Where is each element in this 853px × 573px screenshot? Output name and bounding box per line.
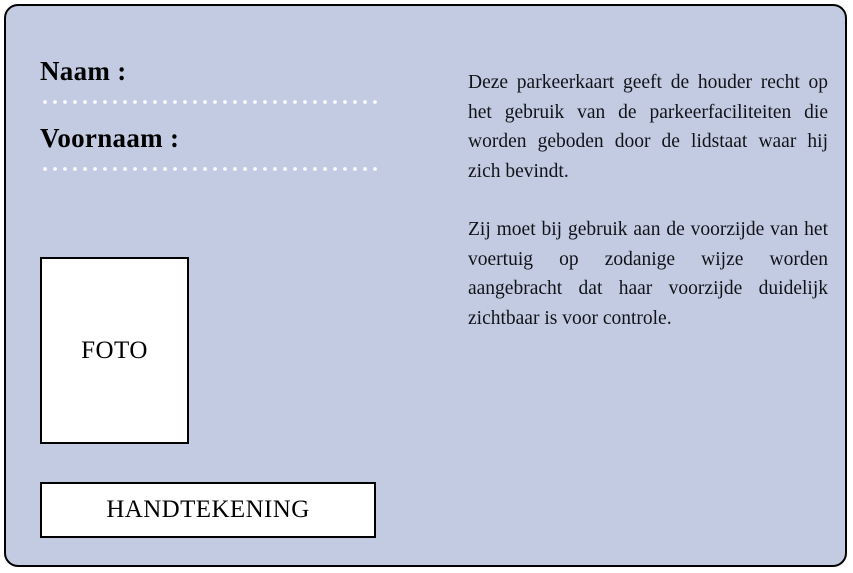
photo-placeholder-box[interactable] <box>40 257 189 444</box>
photo-placeholder-label: FOTO <box>81 336 148 364</box>
field-naam <box>40 56 420 105</box>
signature-box[interactable] <box>40 482 376 538</box>
field-naam-label: Naam : <box>40 56 127 86</box>
info-paragraph-1: Deze parkeerkaart geeft de houder recht op het gebruik van de parkeerfaciliteiten die worden geboden door de lidstaat waar hij zich bevindt. <box>468 72 828 182</box>
field-voornaam <box>40 123 420 172</box>
card-left-column <box>40 56 420 190</box>
parking-card <box>4 4 847 567</box>
field-voornaam-label: Voornaam : <box>40 123 180 153</box>
card-right-column <box>468 68 828 333</box>
field-voornaam-input-line[interactable] <box>40 166 377 172</box>
field-naam-input-line[interactable] <box>40 99 377 105</box>
signature-label: HANDTEKENING <box>106 496 310 523</box>
info-paragraph-2: Zij moet bij gebruik aan de voorzijde van het voertuig op zodanige wijze worden aangebracht dat haar voorzijde duidelijk zichtbaar is voor controle. <box>468 219 828 329</box>
